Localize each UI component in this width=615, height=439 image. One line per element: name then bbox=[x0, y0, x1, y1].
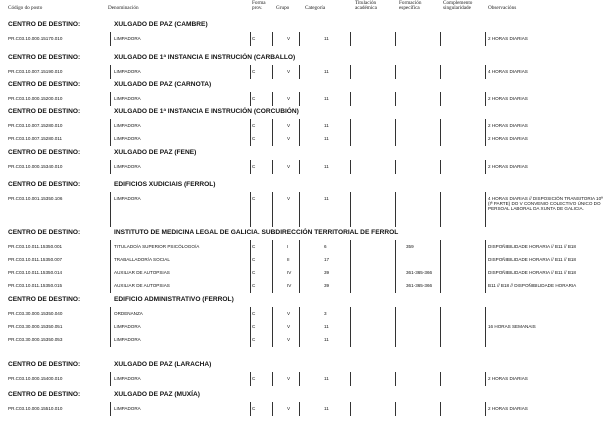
column-divider bbox=[272, 65, 273, 79]
table-row bbox=[8, 267, 608, 280]
column-divider bbox=[272, 402, 273, 416]
col-header-formacion: Formación específica bbox=[399, 0, 422, 12]
row-forma: C bbox=[252, 196, 256, 201]
row-denominacion: AUXILIAR DE AUTOPSIAS bbox=[114, 283, 170, 288]
section-title: EDIFICIOS XUDICIAIS (FERROL) bbox=[114, 181, 216, 188]
section-label: CENTRO DE DESTINO: bbox=[8, 54, 81, 61]
column-divider bbox=[440, 240, 441, 293]
row-grupo: IV bbox=[287, 283, 292, 288]
col-header-categoria: Categoría bbox=[305, 5, 326, 11]
column-divider bbox=[440, 402, 441, 416]
row-observacions: 2 HORAS DIARIAS bbox=[488, 164, 528, 169]
column-divider bbox=[395, 240, 396, 293]
row-code: PR.C03.10.007.15280.010 bbox=[8, 123, 63, 128]
table-row bbox=[8, 93, 608, 106]
table-row bbox=[8, 280, 608, 293]
section-label: CENTRO DE DESTINO: bbox=[8, 391, 81, 398]
column-divider bbox=[440, 119, 441, 146]
section-title: EDIFICIO ADMINISTRATIVO (FERROL) bbox=[114, 296, 234, 303]
row-denominacion: LIMPADORA bbox=[114, 123, 141, 128]
column-divider bbox=[250, 32, 251, 46]
column-divider bbox=[250, 192, 251, 227]
row-observacions: B11 // B18 // DISPOÑIBILIDADE HORARIA bbox=[488, 283, 577, 288]
row-observacions: 2 HORAS DIARIAS bbox=[488, 406, 528, 411]
section-header bbox=[8, 148, 608, 160]
column-divider bbox=[272, 160, 273, 174]
column-divider bbox=[272, 240, 273, 293]
row-denominacion: LIMPADORA bbox=[114, 196, 141, 201]
row-observacions: 2 HORAS DIARIAS bbox=[488, 123, 528, 128]
row-denominacion: LIMPADORA bbox=[114, 337, 141, 342]
section-label: CENTRO DE DESTINO: bbox=[8, 229, 81, 236]
row-denominacion: LIMPADORA bbox=[114, 36, 141, 41]
row-forma: C bbox=[252, 270, 256, 275]
section-title: XULGADO DE PAZ (LARACHA) bbox=[114, 361, 212, 368]
row-denominacion: TITULADO/A SUPERIOR PSICÓLOGO/A bbox=[114, 244, 200, 249]
column-divider bbox=[250, 307, 251, 347]
section-title: XULGADO DE PAZ (CAMBRE) bbox=[114, 21, 208, 28]
row-categoria: 11 bbox=[324, 196, 329, 201]
column-divider bbox=[485, 32, 486, 46]
row-denominacion: LIMPADORA bbox=[114, 164, 141, 169]
column-divider bbox=[395, 32, 396, 46]
row-denominacion: TRABALLADOR/A SOCIAL bbox=[114, 257, 170, 262]
row-grupo: I bbox=[287, 244, 289, 249]
row-grupo: IV bbox=[287, 270, 292, 275]
row-code: PR.C03.10.000.15200.010 bbox=[8, 96, 63, 101]
column-divider bbox=[272, 92, 273, 106]
column-divider bbox=[395, 92, 396, 106]
row-grupo: V bbox=[287, 123, 291, 128]
column-divider bbox=[250, 240, 251, 293]
row-code: PR.C03.10.000.15510.010 bbox=[8, 406, 63, 411]
section-label: CENTRO DE DESTINO: bbox=[8, 21, 81, 28]
column-divider bbox=[485, 307, 486, 347]
row-observacions: 2 HORAS DIARIAS bbox=[488, 96, 528, 101]
column-divider bbox=[299, 240, 300, 293]
row-categoria: 6 bbox=[324, 244, 327, 249]
row-grupo: V bbox=[287, 164, 291, 169]
row-grupo: V bbox=[287, 337, 291, 342]
column-divider bbox=[485, 192, 486, 227]
row-forma: C bbox=[252, 123, 256, 128]
col-header-forma: Forma prov. bbox=[252, 0, 266, 12]
table-row bbox=[8, 321, 608, 334]
row-denominacion: ORDENANZA bbox=[114, 311, 143, 316]
section-header bbox=[8, 360, 608, 372]
column-divider bbox=[350, 65, 351, 79]
column-divider bbox=[110, 372, 111, 386]
column-divider bbox=[299, 119, 300, 146]
row-categoria: 11 bbox=[324, 324, 329, 329]
row-categoria: 11 bbox=[324, 164, 329, 169]
column-divider bbox=[350, 402, 351, 416]
col-header-codigo: Código do posto bbox=[8, 5, 43, 11]
section-title: XULGADO DE PAZ (MUXÍA) bbox=[114, 391, 200, 398]
column-divider bbox=[440, 65, 441, 79]
section-header bbox=[8, 180, 608, 192]
row-categoria: 11 bbox=[324, 337, 329, 342]
row-denominacion: LIMPADORA bbox=[114, 69, 141, 74]
section-label: CENTRO DE DESTINO: bbox=[8, 108, 81, 115]
column-divider bbox=[440, 32, 441, 46]
row-denominacion: AUXILIAR DE AUTOPSIAS bbox=[114, 270, 170, 275]
row-formacion: 359 bbox=[406, 244, 414, 249]
row-grupo: V bbox=[287, 196, 291, 201]
col-header-titulacion: Titulación académica bbox=[355, 0, 377, 12]
row-grupo: V bbox=[287, 136, 291, 141]
table-row bbox=[8, 193, 608, 227]
row-categoria: 11 bbox=[324, 136, 329, 141]
row-forma: C bbox=[252, 283, 256, 288]
row-observacions: 16 HORAS SEMANAIS bbox=[488, 324, 536, 329]
column-divider bbox=[395, 65, 396, 79]
row-grupo: V bbox=[287, 406, 291, 411]
section-header bbox=[8, 107, 608, 119]
row-categoria: 3 bbox=[324, 311, 327, 316]
column-divider bbox=[110, 92, 111, 106]
col-header-denominacion: Denominación bbox=[108, 5, 139, 11]
row-grupo: II bbox=[287, 257, 290, 262]
row-forma: C bbox=[252, 36, 256, 41]
column-divider bbox=[299, 65, 300, 79]
row-categoria: 39 bbox=[324, 270, 330, 275]
row-categoria: 11 bbox=[324, 36, 329, 41]
row-grupo: V bbox=[287, 96, 291, 101]
section-header bbox=[8, 228, 608, 240]
row-categoria: 11 bbox=[324, 69, 329, 74]
column-divider bbox=[299, 92, 300, 106]
section-label: CENTRO DE DESTINO: bbox=[8, 81, 81, 88]
column-divider bbox=[350, 92, 351, 106]
column-divider bbox=[299, 192, 300, 227]
row-forma: C bbox=[252, 136, 256, 141]
row-grupo: V bbox=[287, 376, 291, 381]
section-title: XULGADO DE 1ª INSTANCIA E INSTRUCIÓN (CARBALLO) bbox=[114, 54, 296, 61]
row-forma: C bbox=[252, 244, 256, 249]
column-divider bbox=[440, 92, 441, 106]
row-forma: C bbox=[252, 257, 256, 262]
table-row bbox=[8, 133, 608, 146]
column-divider bbox=[440, 372, 441, 386]
row-denominacion: LIMPADORA bbox=[114, 376, 141, 381]
section-label: CENTRO DE DESTINO: bbox=[8, 181, 81, 188]
col-header-complemento: Complemento singularidade bbox=[443, 0, 473, 12]
row-observacions: DISPOÑIBILIDADE HORARIA // B11 // B18 bbox=[488, 257, 576, 262]
column-divider bbox=[299, 372, 300, 386]
table-row bbox=[8, 334, 608, 347]
column-divider bbox=[485, 119, 486, 146]
col-header-grupo: Grupo bbox=[276, 5, 290, 11]
column-divider bbox=[110, 32, 111, 46]
column-divider bbox=[299, 32, 300, 46]
row-observacions: 4 HORAS DIARIAS bbox=[488, 69, 528, 74]
row-code: PR.C03.10.000.15400.010 bbox=[8, 376, 63, 381]
column-divider bbox=[485, 372, 486, 386]
row-grupo: V bbox=[287, 311, 291, 316]
column-divider bbox=[110, 240, 111, 293]
column-divider bbox=[395, 402, 396, 416]
row-forma: C bbox=[252, 164, 256, 169]
row-code: PR.C03.10.011.15350.007 bbox=[8, 257, 63, 262]
section-title: XULGADO DE PAZ (FENE) bbox=[114, 149, 197, 156]
column-divider bbox=[250, 160, 251, 174]
row-denominacion: LIMPADORA bbox=[114, 406, 141, 411]
column-divider bbox=[485, 160, 486, 174]
row-code: PR.C03.10.001.15350.106 bbox=[8, 196, 63, 201]
row-forma: C bbox=[252, 311, 256, 316]
column-divider bbox=[350, 307, 351, 347]
row-grupo: V bbox=[287, 324, 291, 329]
column-divider bbox=[110, 160, 111, 174]
section-label: CENTRO DE DESTINO: bbox=[8, 361, 81, 368]
row-observacions: DISPOÑIBILIDADE HORARIA // B11 // B18 bbox=[488, 244, 576, 249]
section-title: XULGADO DE PAZ (CARNOTA) bbox=[114, 81, 212, 88]
column-divider bbox=[485, 402, 486, 416]
column-divider bbox=[299, 307, 300, 347]
column-divider bbox=[395, 307, 396, 347]
column-divider bbox=[485, 92, 486, 106]
section-header bbox=[8, 53, 608, 65]
row-grupo: V bbox=[287, 69, 291, 74]
column-divider bbox=[485, 65, 486, 79]
section-title: XULGADO DE 1ª INSTANCIA E INSTRUCIÓN (CORCUBIÓN) bbox=[114, 108, 299, 115]
section-header bbox=[8, 390, 608, 402]
column-divider bbox=[440, 160, 441, 174]
section-label: CENTRO DE DESTINO: bbox=[8, 149, 81, 156]
column-divider bbox=[350, 372, 351, 386]
column-divider bbox=[272, 32, 273, 46]
column-divider bbox=[395, 192, 396, 227]
column-divider bbox=[110, 65, 111, 79]
column-divider bbox=[485, 240, 486, 293]
column-divider bbox=[250, 92, 251, 106]
row-forma: C bbox=[252, 96, 256, 101]
table-row bbox=[8, 403, 608, 416]
row-categoria: 11 bbox=[324, 96, 329, 101]
column-divider bbox=[110, 119, 111, 146]
row-forma: C bbox=[252, 376, 256, 381]
row-categoria: 17 bbox=[324, 257, 330, 262]
column-divider bbox=[350, 32, 351, 46]
table-row bbox=[8, 33, 608, 46]
row-code: PR.C03.10.007.15190.010 bbox=[8, 69, 63, 74]
column-divider bbox=[440, 307, 441, 347]
column-divider bbox=[110, 192, 111, 227]
column-divider bbox=[350, 192, 351, 227]
column-divider bbox=[395, 119, 396, 146]
row-denominacion: LIMPADORA bbox=[114, 136, 141, 141]
column-divider bbox=[272, 307, 273, 347]
table-row bbox=[8, 66, 608, 79]
column-divider bbox=[250, 65, 251, 79]
section-header bbox=[8, 80, 608, 92]
row-formacion: 361-365-366 bbox=[406, 270, 433, 275]
column-divider bbox=[272, 372, 273, 386]
section-title: INSTITUTO DE MEDICINA LEGAL DE GALICIA. SUBDIRECCIÓN TERRITORIAL DE FERROL bbox=[114, 229, 399, 236]
row-observacions: 4 HORAS DIARIAS // DISPOSICIÓN TRANSITORIA 10ª (Iª PARTE) DO V CONVENIO COLECTIVO ÚNICO DO PERSOAL LABORAL DA XUNTA DE GALICIA. bbox=[488, 196, 603, 212]
column-divider bbox=[250, 402, 251, 416]
row-forma: C bbox=[252, 337, 256, 342]
column-divider bbox=[110, 307, 111, 347]
column-divider bbox=[299, 160, 300, 174]
row-forma: C bbox=[252, 406, 256, 411]
column-divider bbox=[440, 192, 441, 227]
row-forma: C bbox=[252, 69, 256, 74]
row-categoria: 11 bbox=[324, 376, 329, 381]
row-categoria: 11 bbox=[324, 123, 329, 128]
row-code: PR.C03.10.011.15350.015 bbox=[8, 283, 63, 288]
row-code: PR.C03.30.000.15350.040 bbox=[8, 311, 63, 316]
row-code: PR.C03.10.000.15170.010 bbox=[8, 36, 63, 41]
table-row bbox=[8, 241, 608, 254]
column-divider bbox=[110, 402, 111, 416]
section-header bbox=[8, 295, 608, 307]
row-code: PR.C03.10.011.15350.001 bbox=[8, 244, 63, 249]
column-divider bbox=[350, 119, 351, 146]
row-code: PR.C03.10.007.15280.011 bbox=[8, 136, 63, 141]
row-categoria: 39 bbox=[324, 283, 330, 288]
column-divider bbox=[250, 119, 251, 146]
row-observacions: 2 HORAS DIARIAS bbox=[488, 376, 528, 381]
row-code: PR.C03.30.000.15350.051 bbox=[8, 324, 63, 329]
row-observacions: 2 HORAS DIARIAS bbox=[488, 36, 528, 41]
column-divider bbox=[272, 119, 273, 146]
table-row bbox=[8, 308, 608, 321]
column-divider bbox=[250, 372, 251, 386]
column-divider bbox=[272, 192, 273, 227]
row-code: PR.C03.30.000.15350.053 bbox=[8, 337, 63, 342]
table-row bbox=[8, 161, 608, 174]
table-row bbox=[8, 254, 608, 267]
section-label: CENTRO DE DESTINO: bbox=[8, 296, 81, 303]
col-header-observacions: Observacións bbox=[488, 5, 517, 11]
section-header bbox=[8, 20, 608, 32]
column-divider bbox=[299, 402, 300, 416]
row-categoria: 11 bbox=[324, 406, 329, 411]
row-denominacion: LIMPADORA bbox=[114, 96, 141, 101]
table-row bbox=[8, 120, 608, 133]
row-forma: C bbox=[252, 324, 256, 329]
row-observacions: DISPOÑIBILIDADE HORARIA // B11 // B18 bbox=[488, 270, 576, 275]
column-divider bbox=[350, 160, 351, 174]
row-formacion: 361-365-366 bbox=[406, 283, 433, 288]
table-row bbox=[8, 373, 608, 386]
row-grupo: V bbox=[287, 36, 291, 41]
column-divider bbox=[395, 372, 396, 386]
column-divider bbox=[350, 240, 351, 293]
row-observacions: 2 HORAS DIARIAS bbox=[488, 136, 528, 141]
column-divider bbox=[395, 160, 396, 174]
row-code: PR.C03.10.000.15340.010 bbox=[8, 164, 63, 169]
row-code: PR.C03.10.011.15350.014 bbox=[8, 270, 63, 275]
row-denominacion: LIMPADORA bbox=[114, 324, 141, 329]
